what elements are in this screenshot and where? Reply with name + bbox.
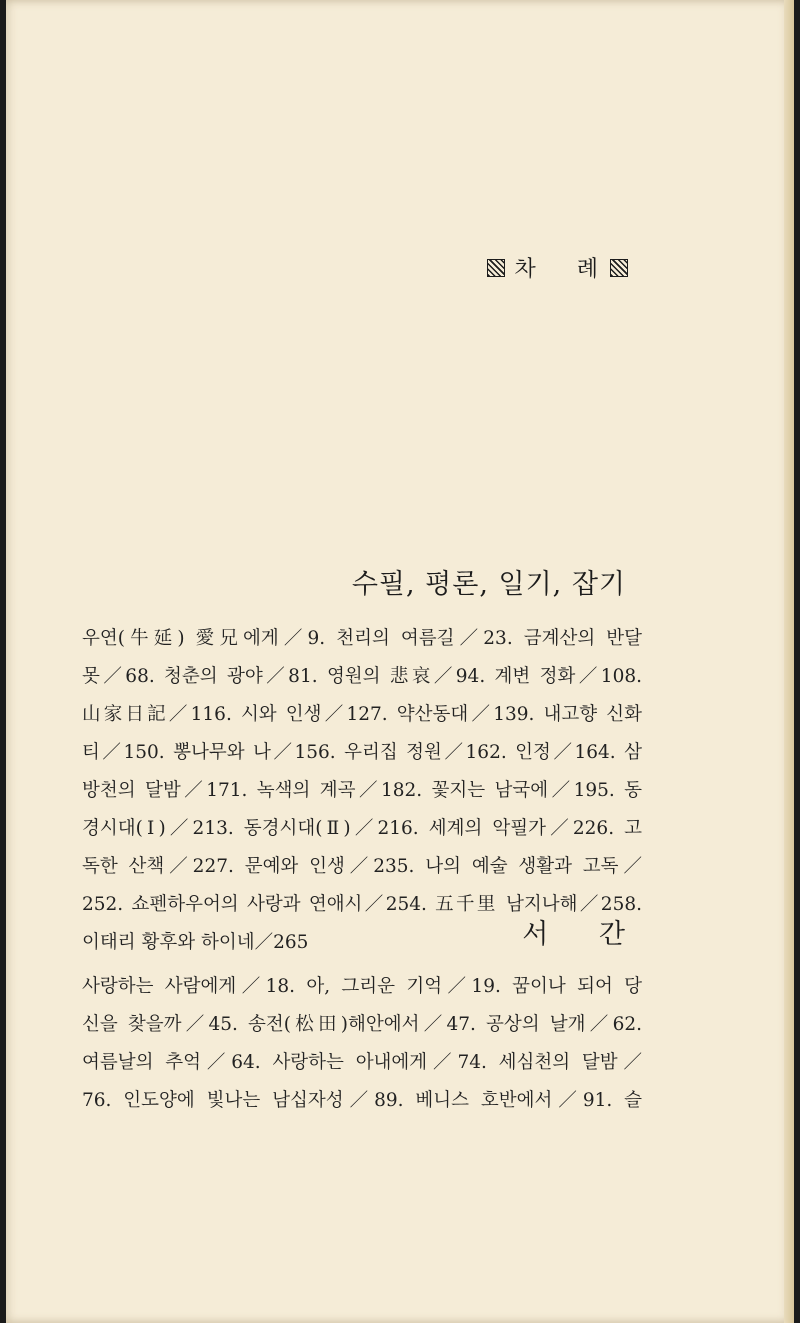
essays-line: 경시대(Ⅰ)／213. 동경시대(Ⅱ)／216. 세계의 악필가／226. 고	[82, 818, 642, 839]
hatched-square-icon-left	[487, 259, 505, 277]
page-edge	[784, 0, 794, 1323]
section-heading-letters: 서 간	[522, 919, 626, 950]
essays-line: 우연(牛延) 愛兄에게／9. 천리의 여름길／23. 금계산의 반달	[82, 628, 642, 649]
letters-line: 신을 찾을까／45. 송전(松田)해안에서／47. 공상의 날개／62.	[82, 1014, 642, 1035]
letters-line: 76. 인도양에 빛나는 남십자성／89. 베니스 호반에서／91. 슬	[82, 1090, 642, 1111]
hatched-square-icon-right	[610, 259, 628, 277]
toc-title	[487, 252, 629, 283]
toc-title-text: 차 례	[514, 257, 600, 282]
essays-line: 252. 쇼펜하우어의 사랑과 연애시／254. 五千里 남지나해／258.	[82, 894, 642, 915]
essays-line: 방천의 달밤／171. 녹색의 계곡／182. 꽃지는 남국에／195. 동	[82, 780, 642, 801]
essays-line: 티／150. 뽕나무와 나／156. 우리집 정원／162. 인정／164. 삼	[82, 742, 642, 763]
letters-entry-list	[82, 968, 642, 1120]
book-page	[6, 0, 794, 1323]
essays-entry-list	[82, 620, 642, 962]
letters-line: 여름날의 추억／64. 사랑하는 아내에게／74. 세심천의 달밤／	[82, 1052, 642, 1073]
essays-line: 못／68. 청춘의 광야／81. 영원의 悲哀／94. 계변 정화／108.	[82, 666, 642, 687]
essays-line: 山家日記／116. 시와 인생／127. 약산동대／139. 내고향 신화	[82, 704, 642, 725]
essays-line: 독한 산책／227. 문예와 인생／235. 나의 예술 생활과 고독／	[82, 856, 642, 877]
section-heading-essays: 수필, 평론, 일기, 잡기	[351, 569, 626, 600]
letters-line: 사랑하는 사람에게／18. 아, 그리운 기억／19. 꿈이나 되어 당	[82, 976, 642, 997]
essays-line: 이태리 황후와 하이네／265	[82, 932, 309, 953]
